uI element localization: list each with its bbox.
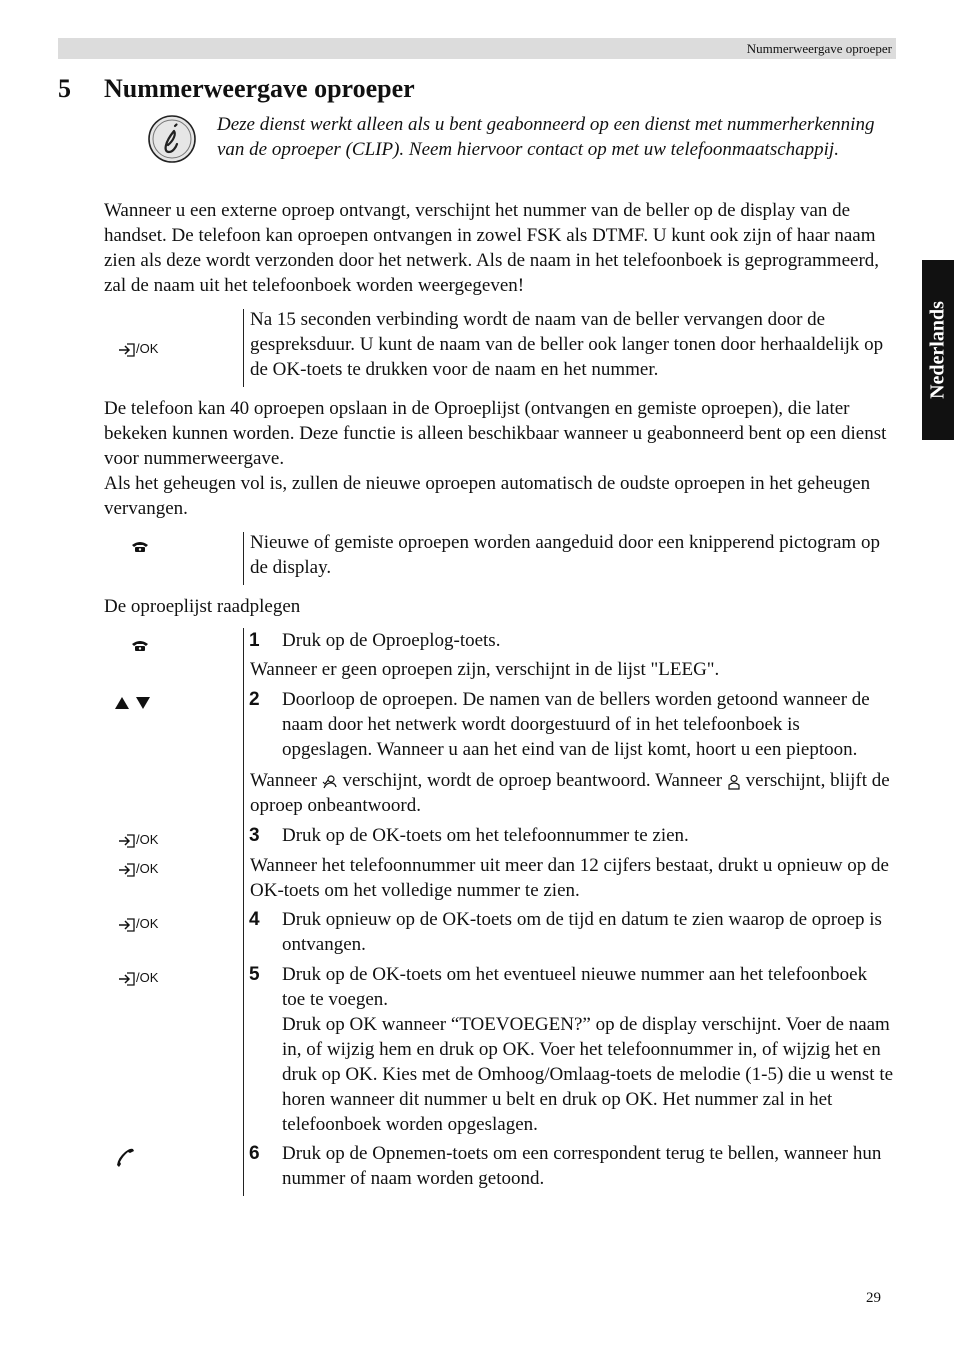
answered-missed-note xyxy=(250,768,895,818)
up-down-key-icon xyxy=(114,695,154,711)
step-number: 3 xyxy=(249,825,260,846)
answered-note-part: Wanneer xyxy=(250,770,318,791)
ok-key xyxy=(118,915,158,933)
ok-key-icon xyxy=(118,972,136,986)
answered-note-part: verschijnt, wordt de oproep beantwoord. Wanneer xyxy=(342,770,723,791)
answered-note-part: verschijnt, blijft de oproep onbeantwoord. xyxy=(250,770,890,816)
ok-key xyxy=(118,340,158,358)
step-number: 4 xyxy=(249,909,260,930)
steps-divider xyxy=(243,628,244,1196)
step-number: 5 xyxy=(249,964,260,985)
ok-note-text: Na 15 seconden verbinding wordt de naam van de beller vervangen door de gespreksduur. U kunt de naam van de beller ook langer tonen door herhaaldelijk op de OK-toets te drukken voor de naam en het nummer. xyxy=(250,309,884,380)
ok-key-label: /OK xyxy=(136,970,159,985)
step-number: 6 xyxy=(249,1143,260,1164)
note-divider xyxy=(243,309,244,387)
memory-full-paragraph: Als het geheugen vol is, zullen de nieuwe oproepen automatisch de oudste oproepen in het geheugen vervangen. xyxy=(104,473,871,519)
ok-key-label: /OK xyxy=(136,916,159,931)
missed-call-icon xyxy=(727,774,741,790)
step-text: Druk op de OK-toets om het eventueel nieuwe nummer aan het telefoonboek toe te voegen. xyxy=(282,964,868,1010)
step-number: 2 xyxy=(249,689,260,710)
ok-key-icon xyxy=(118,863,136,877)
step-text: Druk op de OK-toets om het telefoonnummer te zien. xyxy=(282,825,689,846)
running-title: Nummerweergave oproeper xyxy=(746,41,892,56)
ok-key-icon xyxy=(118,834,136,848)
step-number: 1 xyxy=(249,630,260,651)
ok-key xyxy=(118,831,158,849)
step-text: Druk opnieuw op de OK-toets om de tijd en datum te zien waarop de oproep is ontvangen. xyxy=(282,909,882,955)
empty-list-note: Wanneer er geen oproepen zijn, verschijnt in de lijst "LEEG". xyxy=(250,659,720,680)
running-header xyxy=(58,38,896,59)
ok-key-icon xyxy=(118,918,136,932)
calllog-key-icon xyxy=(130,540,150,554)
language-tab-label: Nederlands xyxy=(926,301,949,399)
ok-key-icon xyxy=(118,343,136,357)
step-text-continued: Druk op OK wanneer “TOEVOEGEN?” op de display verschijnt. Voer de naam in, of wijzig hem en druk op OK. Voer het telefoonnummer in, of wijzig het en druk op OK. Kies met de Omhoog/Omlaag-toets de melodie (1-5) die u wenst te horen wanneer dit nummer u belt en druk op OK. Het nummer zal in het telefoonboek worden opgeslagen. xyxy=(282,1014,894,1135)
step-text: Druk op de Opnemen-toets om een correspondent terug te bellen, wanneer hun nummer of naam worden getoond. xyxy=(282,1143,882,1189)
ok-key xyxy=(118,969,158,987)
info-icon xyxy=(147,114,197,164)
answered-call-icon xyxy=(322,774,338,790)
chapter-title: Nummerweergave oproeper xyxy=(104,74,415,103)
ok-key-label: /OK xyxy=(136,832,159,847)
calllog-key-icon xyxy=(130,639,150,653)
step-text: Druk op de Oproeplog-toets. xyxy=(282,630,501,651)
phone-note-text: Nieuwe of gemiste oproepen worden aangeduid door een knipperend pictogram op de display. xyxy=(250,532,880,578)
ok-key-label: /OK xyxy=(136,341,159,356)
call-list-paragraph: De telefoon kan 40 oproepen opslaan in de Oproeplijst (ontvangen en gemiste oproepen), die later bekeken kunnen worden. Deze functie is alleen beschikbaar wanneer u geabonneerd bent op een dienst voor nummerweergave. xyxy=(104,398,887,469)
chapter-number: 5 xyxy=(58,74,71,103)
page-number: 29 xyxy=(866,1290,881,1306)
language-tab xyxy=(922,260,954,440)
section-title: De oproeplijst raadplegen xyxy=(104,596,301,617)
long-number-note: Wanneer het telefoonnummer uit meer dan 12 cijfers bestaat, drukt u opnieuw op de OK-toets om het volledige nummer te zien. xyxy=(250,855,889,901)
intro-paragraph: Wanneer u een externe oproep ontvangt, verschijnt het nummer van de beller op de display van de handset. De telefoon kan oproepen ontvangen in zowel FSK als DTMF. U kunt ook zijn of haar naam zien als deze wordt verzonden door het netwerk. Als de naam in het telefoonboek is geprogrammeerd, zal de naam uit het telefoonboek worden weergegeven! xyxy=(104,200,880,296)
ok-key-label: /OK xyxy=(136,861,159,876)
step-text: Doorloop de oproepen. De namen van de bellers worden getoond wanneer de naam door het netwerk wordt doorgestuurd of in het telefoonboek is opgeslagen. Wanneer u aan het eind van de lijst komt, hoort u een pieptoon. xyxy=(282,689,870,760)
note-divider xyxy=(243,532,244,585)
info-note-text: Deze dienst werkt alleen als u bent geabonneerd op een dienst met nummerherkenning van de oproeper (CLIP). Neem hiervoor contact op met uw telefoonmaatschappij. xyxy=(217,114,875,160)
ok-key xyxy=(118,860,158,878)
talk-key-icon xyxy=(114,1146,136,1168)
chapter-heading xyxy=(58,72,415,106)
